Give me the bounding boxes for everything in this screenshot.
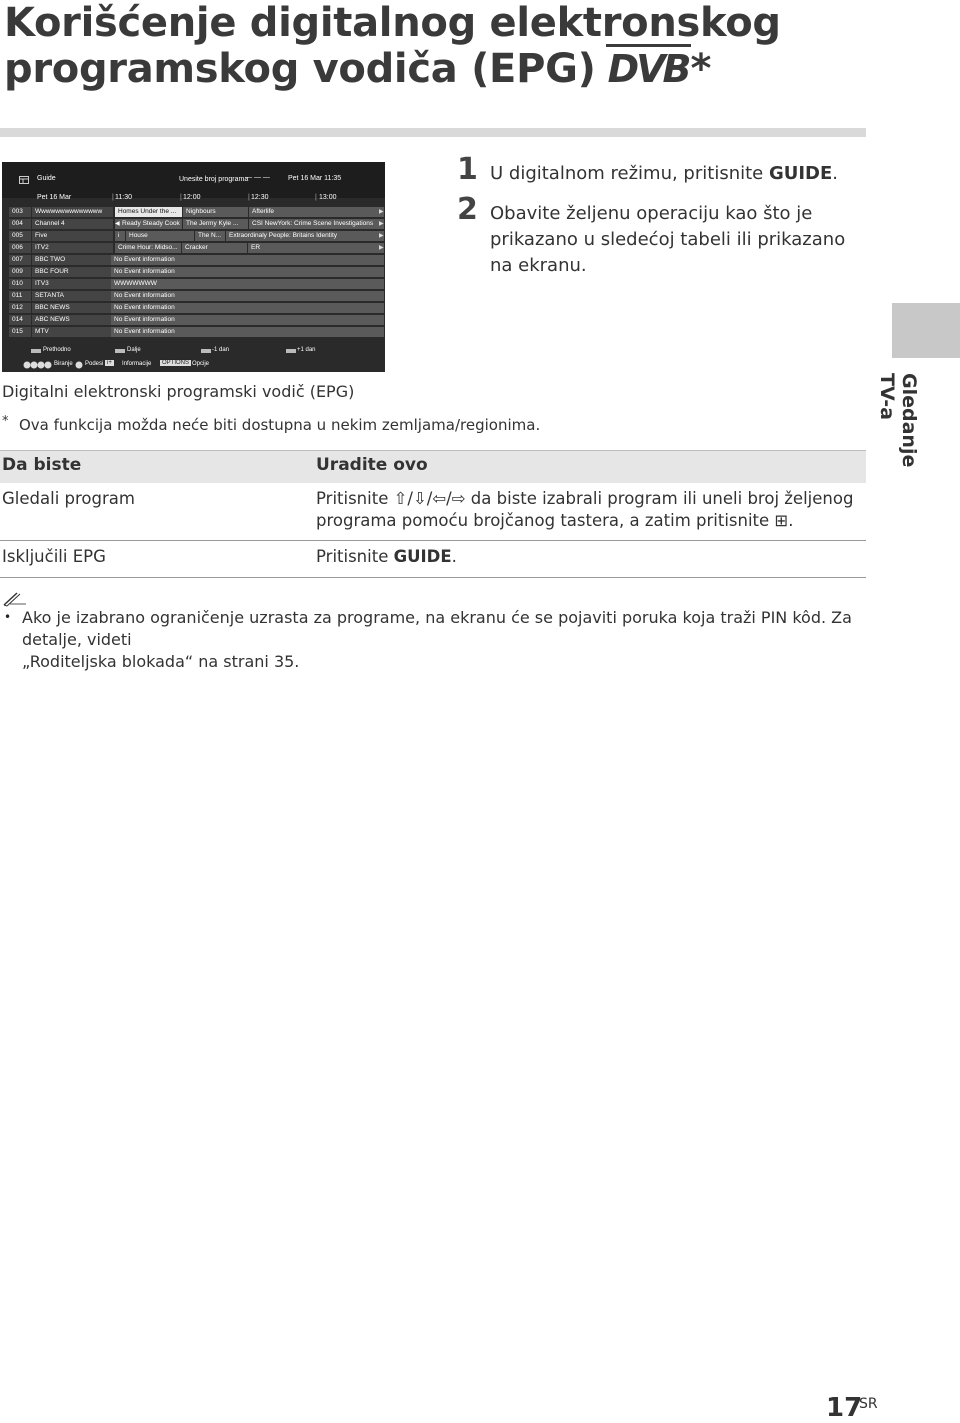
time-1200: 12:00 [183, 194, 201, 201]
title-line-2-text: programskog vodiča (EPG) [4, 46, 596, 92]
footnote-marker: * [2, 414, 9, 429]
guide-key: GUIDE [393, 547, 452, 566]
program-cell: Afterlife [249, 207, 384, 217]
table-cell-line: Pritisnite ⇧/⇩/⇦/⇨ da biste izabrali program ili uneli broj željenog [316, 489, 854, 508]
time-1300: 13:00 [319, 194, 337, 201]
channel-name: Channel 4 [32, 219, 113, 229]
epg-row [9, 255, 384, 265]
arrow-left-icon: ◀ [115, 221, 120, 227]
title-line-2 [4, 46, 864, 92]
program-cell: Nighbours [183, 207, 248, 217]
time-tick: | [315, 194, 317, 201]
channel-number: 010 [9, 279, 31, 289]
epg-row [9, 291, 384, 301]
table-cell-how [316, 488, 861, 532]
info-button: i+ [107, 360, 112, 366]
time-tick: | [180, 194, 182, 201]
legend-prev: Prethodno [43, 347, 71, 353]
note-line: Ako je izabrano ograničenje uzrasta za programe, na ekranu će se pojaviti poruka koja traži PIN kôd. Za detalje, videti [22, 608, 852, 649]
channel-name: Five [32, 231, 113, 241]
channel-number: 004 [9, 219, 31, 229]
table-cell-how [316, 546, 457, 568]
channel-name: Wwwwwwwwwwwwww [32, 207, 113, 217]
epg-row [9, 207, 384, 217]
table-cell-text: Pritisnite [316, 547, 394, 566]
program-cell: Crime Hour: Midso... [115, 243, 181, 253]
current-time: Pet 16 Mar 11:35 [288, 175, 342, 182]
channel-number: 003 [9, 207, 31, 217]
step-text [490, 161, 857, 187]
channel-number: 012 [9, 303, 31, 313]
table-header-row [0, 450, 866, 483]
program-cell: CSI NewYork: Crime Scene Investigations [249, 219, 384, 229]
channel-name: ITV2 [32, 243, 113, 253]
enter-button-icon [75, 361, 83, 369]
program-cell: Cracker [182, 243, 247, 253]
table-bottom-rule [0, 577, 866, 578]
channel-name: ABC NEWS [32, 315, 113, 325]
section-side-label: Gledanje TV-a [876, 373, 920, 468]
time-tick: | [248, 194, 250, 201]
guide-label: Guide [37, 175, 56, 182]
table-cell-line: programa pomoću brojčanog tastera, a zatim pritisnite ⊞. [316, 511, 794, 530]
arrow-right-icon: ▶ [379, 209, 384, 215]
channel-input-dashes: — — — [245, 174, 270, 181]
legend-color-bar [286, 349, 296, 353]
navigation-buttons-icon [23, 361, 53, 369]
channel-name: BBC TWO [32, 255, 113, 265]
side-tab [892, 303, 960, 358]
table-header-action: Da biste [2, 455, 82, 475]
guide-icon [19, 176, 29, 184]
legend-next: Dalje [127, 347, 141, 353]
program-cell: No Event information [111, 291, 384, 301]
epg-screenshot [2, 162, 385, 372]
channel-name: ITV3 [32, 279, 113, 289]
program-cell: ER [248, 243, 384, 253]
legend-plus-day: +1 dan [297, 347, 316, 353]
channel-number: 011 [9, 291, 31, 301]
epg-row [9, 327, 384, 337]
time-1130: 11:30 [115, 194, 132, 201]
note-bullet: • [4, 610, 12, 624]
table-header-how: Uradite ovo [316, 455, 428, 475]
program-cell: WWWWWWW [111, 279, 384, 289]
channel-number: 006 [9, 243, 31, 253]
title-asterisk: * [690, 46, 712, 92]
table-row-divider [0, 540, 866, 541]
guide-key: GUIDE [768, 163, 833, 184]
program-cell: No Event information [111, 267, 384, 277]
step-number: 1 [457, 152, 478, 187]
note-text [22, 607, 872, 673]
program-cell: No Event information [111, 327, 384, 337]
time-1230: 12:30 [251, 194, 269, 201]
epg-row [9, 303, 384, 313]
program-cell: No Event information [111, 255, 384, 265]
step-number: 2 [457, 192, 478, 227]
program-cell-selected: Homes Under the ... [115, 207, 182, 217]
table-cell-action: Isključili EPG [2, 547, 106, 566]
program-cell: The Jermy Kyle ... [183, 219, 248, 229]
program-cell: No Event information [111, 315, 384, 325]
epg-row [9, 243, 384, 253]
step-text-part: . [832, 163, 839, 184]
page-title [4, 0, 864, 92]
channel-input-prompt: Unesite broj programa [179, 176, 249, 183]
program-cell: i [115, 231, 125, 241]
channel-number: 014 [9, 315, 31, 325]
legend-color-bar [201, 349, 211, 353]
table-cell-text: . [451, 547, 457, 566]
legend-sub: Podesi [85, 361, 104, 367]
options-button: OPTIONS [162, 360, 190, 366]
step-text-part: U digitalnom režimu, pritisnite [490, 163, 769, 184]
legend-color-bar [115, 349, 125, 353]
legend-options: Opcije [192, 361, 210, 367]
program-cell: No Event information [111, 303, 384, 313]
title-line-1: Korišćenje digitalnog elektronskog [4, 0, 781, 46]
date-column: Pet 16 Mar [37, 194, 72, 201]
channel-name: BBC FOUR [32, 267, 113, 277]
channel-number: 015 [9, 327, 31, 337]
program-cell: The N... [195, 231, 225, 241]
legend-select: Biranje [54, 361, 73, 367]
step-2 [457, 192, 857, 279]
note-pencil-icon [2, 590, 28, 608]
step-text: Obavite željenu operaciju kao što je prikazano u sledećoj tabeli ili prikazano na ekranu. [490, 203, 846, 276]
dvb-logo: DVB [606, 44, 691, 91]
legend-info: Informacije [122, 361, 152, 367]
program-cell: Ready Steady Cook [115, 219, 182, 229]
page-number: 17 [826, 1393, 863, 1423]
table-cell-action: Gledali program [2, 489, 135, 508]
program-cell: Extraordinaly People: Britains Identity [226, 231, 384, 241]
channel-number: 007 [9, 255, 31, 265]
time-tick: | [112, 194, 114, 201]
legend-minus-day: -1 dan [212, 347, 230, 353]
epg-row [9, 315, 384, 325]
channel-number: 009 [9, 267, 31, 277]
language-code: SR [859, 1396, 878, 1412]
title-divider [0, 128, 866, 137]
channel-name: MTV [32, 327, 113, 337]
epg-row [9, 267, 384, 277]
channel-name: BBC NEWS [32, 303, 113, 313]
epg-row [9, 231, 384, 241]
arrow-right-icon: ▶ [379, 221, 384, 227]
note-line: „Roditeljska blokada“ na strani 35. [22, 652, 300, 671]
figure-caption: Digitalni elektronski programski vodič (EPG) [2, 382, 355, 401]
legend-color-bar [31, 349, 41, 353]
channel-name: SETANTA [32, 291, 113, 301]
arrow-right-icon: ▶ [379, 233, 384, 239]
epg-row [9, 279, 384, 289]
channel-number: 005 [9, 231, 31, 241]
program-cell: House [126, 231, 194, 241]
footnote [2, 416, 540, 434]
footnote-text: Ova funkcija možda neće biti dostupna u nekim zemljama/regionima. [19, 416, 541, 434]
step-1 [457, 152, 857, 187]
epg-row [9, 219, 384, 229]
arrow-right-icon: ▶ [379, 245, 384, 251]
